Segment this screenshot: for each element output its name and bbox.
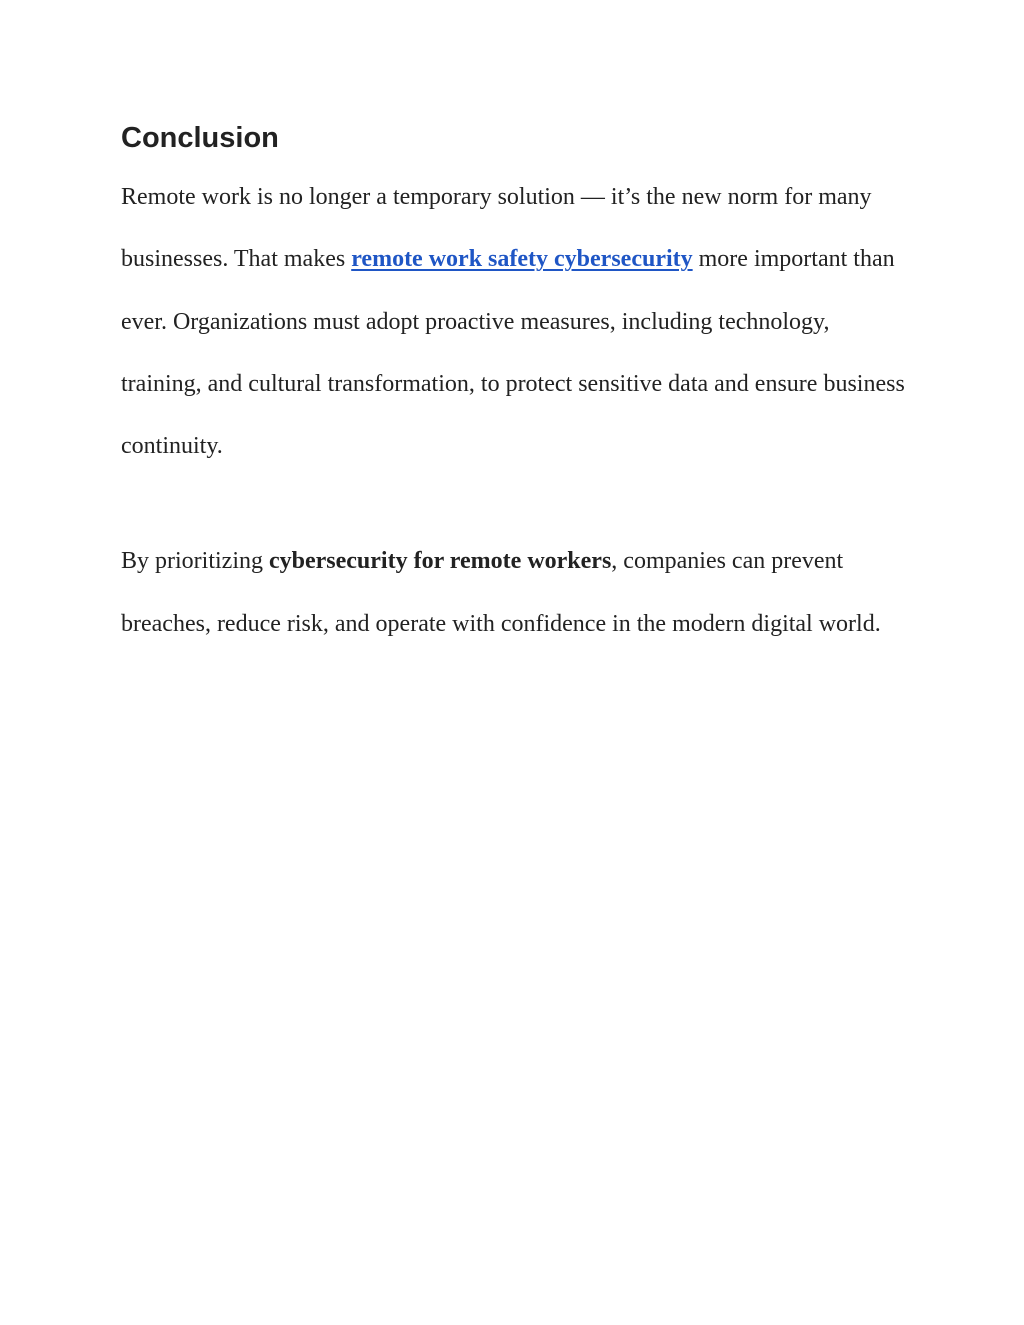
conclusion-paragraph-2 [121,530,911,655]
paragraph-1-text-end: more important than ever. Organizations must adopt proactive measures, including technology, training, and cultural transformation, to protect sensitive data and ensure business continuity. [121,246,905,460]
paragraph-2-text-start: By prioritizing [121,548,269,575]
emphasized-phrase: cybersecurity for remote workers [268,548,612,575]
paragraph-2-text-end: , companies can prevent breaches, reduce risk, and operate with confidence in the modern digital world. [121,548,881,637]
remote-work-safety-cybersecurity-link[interactable]: remote work safety cybersecurity [351,246,693,273]
conclusion-paragraph-1 [121,166,911,477]
section-heading: Conclusion [121,122,279,154]
paragraph-1-text-start: Remote work is no longer a temporary solution — it’s the new norm for many businesses. That makes [121,184,872,273]
document-page [121,110,911,655]
